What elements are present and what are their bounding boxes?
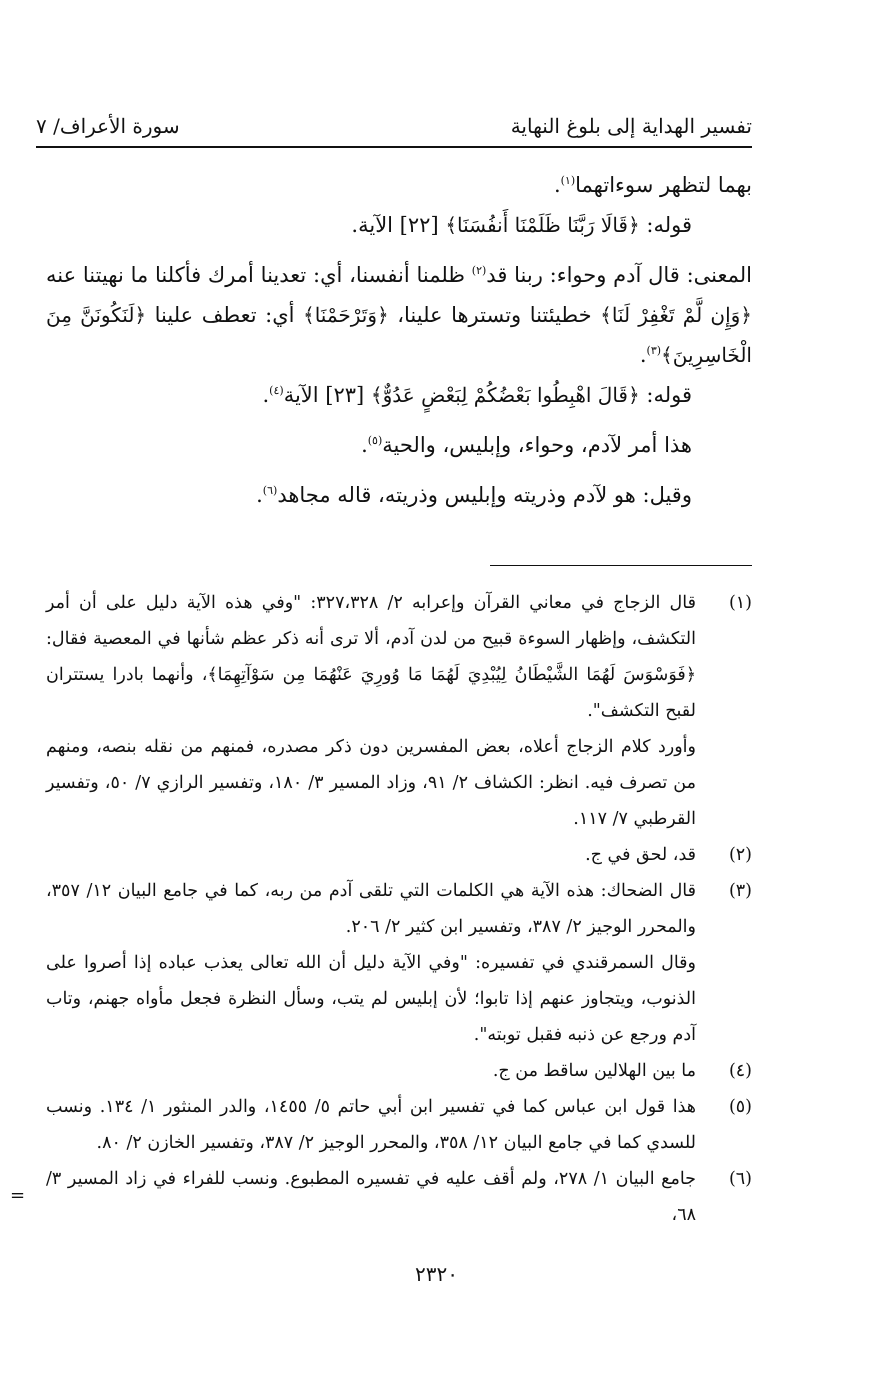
paragraph-3: المعنى: قال آدم وحواء: ربنا قد$^{(٢)}$ ظلمنا أنفسنا، أي: تعدينا أمرك فأكلنا ما نهيتنا عنه ﴿وَإِن لَّمْ تَغْفِرْ لَنَا﴾ خطيئتنا وتسترها علينا، ﴿وَتَرْحَمْنَا﴾ أي: تعطف علينا ﴿لَنَكُونَنَّ مِنَ الْخَاسِرِينَ﴾$^{(٣)}$. <box>46 263 753 367</box>
footnote-ref: (٣) <box>646 344 662 357</box>
footnote-1: (١) قال الزجاج في معاني القرآن وإعرابه ٢/ ٣٢٧،٣٢٨: "وفي هذه الآية دليل على أن أمر التكشف، وإظهار السوءة قبيح من لدن آدم، ألا ترى أنه ذكر عظم شأنها في المعصية فقال: ﴿فَوَسْوَسَ لَهُمَا الشَّيْطَانُ لِيُبْدِيَ لَهُمَا مَا وُورِيَ عَنْهُمَا مِن سَوْآتِهِمَا﴾، وأنهما بادرا يستتران لقبح التكشف". وأورد كلام الزجاج أعلاه، بعض المفسرين دون ذكر مصدره، فمنهم من نقله بنصه، ومنهم من تصرف فيه. انظر: الكشاف ٢/ ٩١، وزاد المسير ٣/ ١٨٠، وتفسير الرازي ٧/ ٥٠، وتفسير القرطبي ٧/ ١١٧. <box>46 585 752 837</box>
paragraph-2: قوله: ﴿قَالَا رَبَّنَا ظَلَمْنَا أَنفُسَنَا﴾ [٢٢] الآية. <box>351 213 692 237</box>
footnote-number: (٤) <box>728 1061 752 1081</box>
footnote-4: (٤) ما بين الهلالين ساقط من ج. <box>46 1053 752 1089</box>
footnote-ref: (٤) <box>269 384 284 397</box>
footnote-3: (٣) قال الضحاك: هذه الآية هي الكلمات التي تلقى آدم من ربه، كما في جامع البيان ١٢/ ٣٥٧، والمحرر الوجيز ٢/ ٣٨٧، وتفسير ابن كثير ٢/ ٢٠٦. وقال السمرقندي في تفسيره: "وفي الآية دليل أن الله تعالى يعذب عباده إذا أصروا على الذنوب، ويتجاوز عنهم إذا تابوا؛ لأن إبليس لم يتب، وسأل النظرة فجعل مأواه جهنم، وتاب آدم ورجع عن ذنبه فقبل توبته". <box>46 873 752 1053</box>
footnote-number: (٢) <box>728 845 752 865</box>
paragraph-6: وقيل: هو لآدم وذريته وإبليس وذريته، قاله مجاهد$^{(٦)}$. <box>256 483 692 507</box>
footnotes <box>46 585 752 1233</box>
footnote-separator <box>490 565 752 566</box>
footnote-ref: (١) <box>560 174 576 187</box>
surah-label: سورة الأعراف/ ٧ <box>36 114 180 138</box>
main-text <box>46 165 752 515</box>
page-number: ٢٣٢٠ <box>415 1262 458 1286</box>
quran-verse: ﴿فَوَسْوَسَ لَهُمَا الشَّيْطَانُ لِيُبْدِيَ لَهُمَا مَا وُورِيَ عَنْهُمَا مِن سَوْآتِهِمَا﴾ <box>207 665 696 685</box>
footnote-2: (٢) قد، لحق في ج. <box>46 837 752 873</box>
footnote-number: (١) <box>728 593 752 613</box>
footnote-number: (٥) <box>728 1097 752 1117</box>
quran-verse: ﴿وَإِن لَّمْ تَغْفِرْ لَنَا﴾ <box>600 303 753 327</box>
footnote-6: (٦) جامع البيان ١/ ٢٧٨، ولم أقف عليه في تفسيره المطبوع. ونسب للفراء في زاد المسير ٣/ ٦٨، <box>46 1161 752 1233</box>
paragraph-5: هذا أمر لآدم، وحواء، وإبليس، والحية$^{(٥)}$. <box>361 433 692 457</box>
footnote-number: (٣) <box>728 881 752 901</box>
footnote-5: (٥) هذا قول ابن عباس كما في تفسير ابن أبي حاتم ٥/ ١٤٥٥، والدر المنثور ١/ ١٣٤. ونسب للسدي كما في جامع البيان ١٢/ ٣٥٨، والمحرر الوجيز ٢/ ٣٨٧، وتفسير الخازن ٢/ ٨٠. <box>46 1089 752 1161</box>
footnote-number: (٦) <box>728 1169 752 1189</box>
quran-verse: ﴿قَالَا رَبَّنَا ظَلَمْنَا أَنفُسَنَا﴾ <box>445 213 640 237</box>
book-title: تفسير الهداية إلى بلوغ النهاية <box>510 114 752 138</box>
footnote-ref: (٢) <box>471 264 487 277</box>
footnote-ref: (٥) <box>367 434 383 447</box>
paragraph-1: بهما لتظهر سوءاتهما$^{(١)}$. <box>553 173 752 197</box>
quran-verse: ﴿قَالَ اهْبِطُوا بَعْضُكُمْ لِبَعْضٍ عَدُوٌّ﴾ <box>370 383 640 407</box>
quran-verse: ﴿لَنَكُونَنَّ مِنَ الْخَاسِرِينَ﴾ <box>46 303 752 367</box>
running-header <box>36 110 752 148</box>
continuation-mark: = <box>10 1185 26 1206</box>
quran-verse: ﴿وَتَرْحَمْنَا﴾ <box>302 303 389 327</box>
paragraph-4: قوله: ﴿قَالَ اهْبِطُوا بَعْضُكُمْ لِبَعْضٍ عَدُوٌّ﴾ [٢٣] الآية$^{(٤)}$. <box>262 383 692 407</box>
footnote-ref: (٦) <box>262 484 278 497</box>
